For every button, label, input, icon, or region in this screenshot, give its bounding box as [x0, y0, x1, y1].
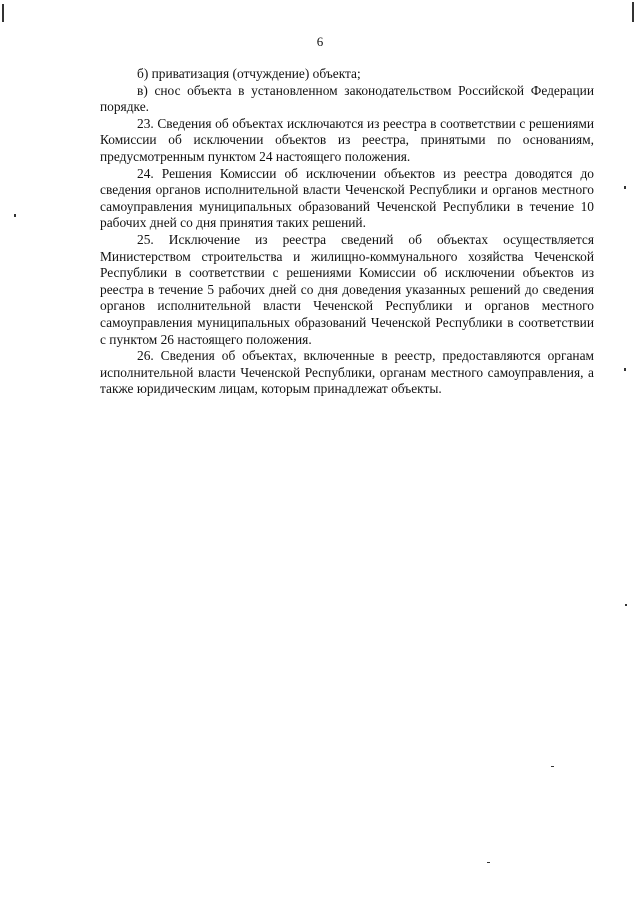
scan-speck: [624, 368, 626, 371]
scan-speck: [625, 604, 627, 606]
paragraph-23: 23. Сведения об объектах исключаются из реестра в соответствии с решениями Комиссии об исключении объектов из реестра, принятыми по основаниям, предусмотренным пунктом 24 настоящего положения.: [100, 115, 594, 164]
scan-speck: [551, 766, 554, 767]
page-number: 6: [316, 34, 324, 49]
scan-speck: [624, 186, 626, 189]
scan-speck: [487, 862, 490, 863]
scan-speck: [14, 214, 16, 217]
scan-mark-right: [632, 2, 634, 22]
paragraph-item-v: в) снос объекта в установленном законодательством Российской Федерации порядке.: [100, 82, 594, 115]
paragraph-25: 25. Исключение из реестра сведений об объектах осуществляется Министерством строительства и жилищно-коммунального хозяйства Чеченской Республики в соответствии с решениями Комиссии об исключении объектов из реестра в течение 5 рабочих дней со дня доведения указанных решений до сведения органов исполнительной власти Чеченской Республики и органов местного самоуправления муниципальных образований Чеченской Республики в соответствии с пунктом 26 настоящего положения.: [100, 231, 594, 347]
scan-mark-left: [2, 4, 4, 22]
paragraph-24: 24. Решения Комиссии об исключении объектов из реестра доводятся до сведения органов исполнительной власти Чеченской Республики и органов местного самоуправления муниципальных образований Чеченской Республики в течение 10 рабочих дней со дня принятия таких решений.: [100, 165, 594, 231]
paragraph-item-b: б) приватизация (отчуждение) объекта;: [137, 66, 361, 81]
paragraph-26: 26. Сведения об объектах, включенные в реестр, предоставляются органам исполнительной власти Чеченской Республики, органам местного самоуправления, а также юридическим лицам, которым принадлежат объекты.: [100, 348, 594, 397]
document-body: [100, 66, 594, 398]
